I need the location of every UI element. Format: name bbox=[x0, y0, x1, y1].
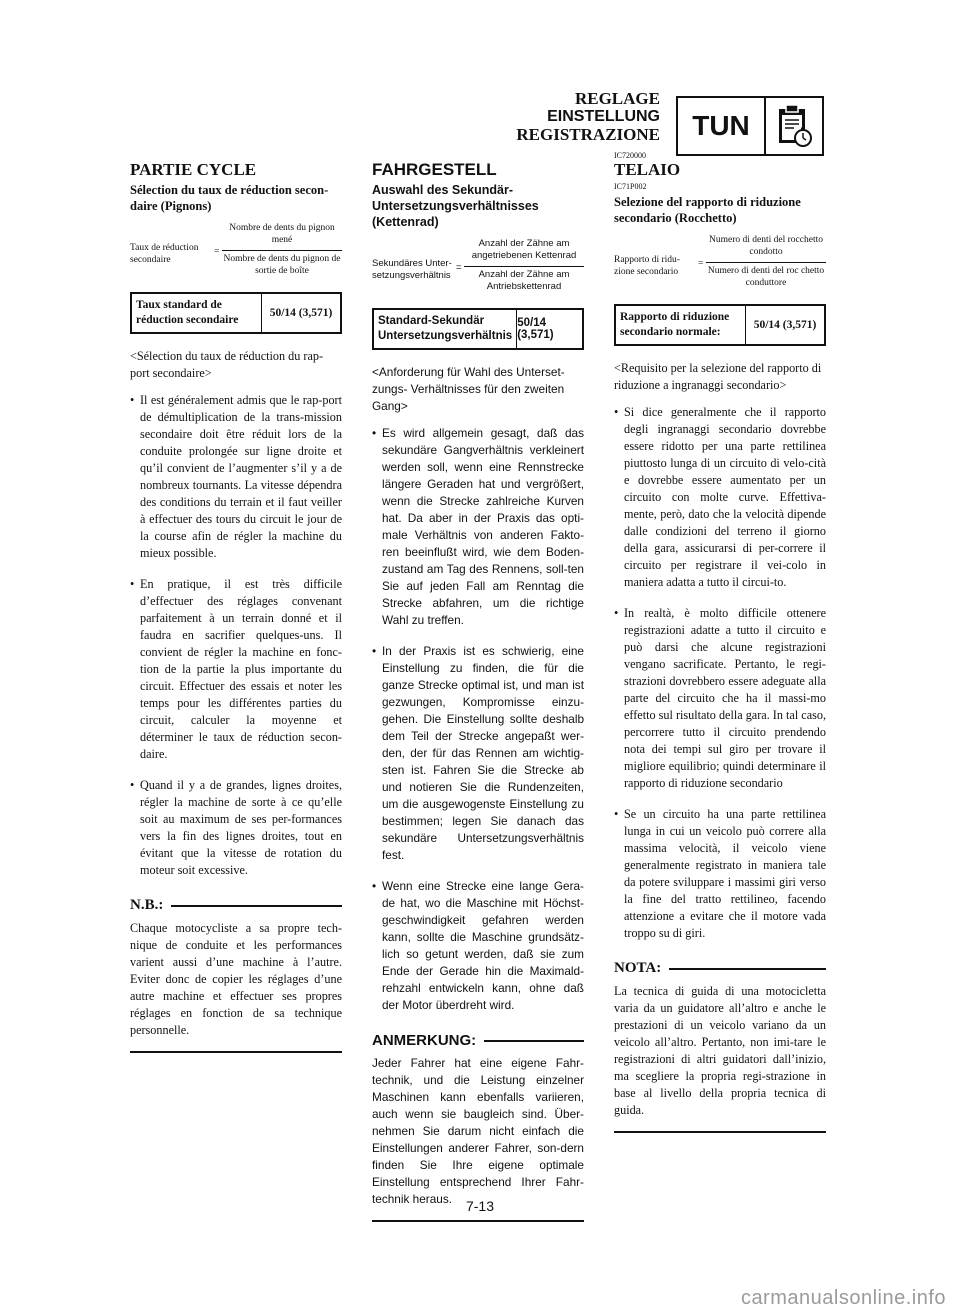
standard-ratio-box-it bbox=[614, 304, 826, 346]
intro-it: <Requisito per la selezione del rapporto di riduzione a ingranaggi secondario> bbox=[614, 361, 822, 392]
column-french bbox=[130, 160, 342, 1053]
standard-ratio-label-it: Rapporto di riduzione secondario normale: bbox=[616, 306, 746, 344]
standard-ratio-label-fr: Taux standard de réduction secondaire bbox=[132, 294, 262, 332]
section-code: IC720000 bbox=[614, 151, 646, 160]
bullet-it-2: • In realtà, è molto difficile ottenere registrazioni adatte a tutto il circuito e può darsi che alcune registrazioni vengano sacrificate. Pertanto, le regi-strazioni dovrebbero essere adeguate alla parte del circuito che ha il massi-mo effetto sul risultato della gara. In tal caso, percorrere tutto il circuito prendendo nota dei tempi sul giro per trovare il migliore equilibrio; quindi determinare il rapporto di riduzione secondario bbox=[614, 605, 826, 792]
formula-fraction-bar-de bbox=[464, 266, 584, 267]
ratio-formula-it bbox=[614, 234, 826, 296]
intro-de: <Anforderung für Wahl des Unterset-zungs- Verhältnisses für den zweiten Gang> bbox=[372, 365, 565, 413]
subheading-it: Selezione del rapporto di riduzione secondario (Rocchetto) bbox=[614, 195, 801, 225]
formula-fraction-bar-it bbox=[706, 262, 826, 263]
formula-lhs-fr: Taux de réduction secondaire bbox=[130, 243, 199, 265]
note-text-de: Jeder Fahrer hat eine eigene Fahr-technik, und die Leistung einzelner Maschinen kann ebenfalls variieren, auch wenn sie baugleich sind. Über-nehmen Sie darum nicht einfach die Einstellungen anderer Fahrer, son-dern finden Sie Ihre eigene optimale Einstellung entsprechend Ihrer Fahr-technik heraus. bbox=[372, 1056, 584, 1206]
note-title-fr: N.B.: bbox=[130, 897, 164, 913]
bullet-de-1: • Es wird allgemein gesagt, daß das sekundäre Gangverhältnis verkleinert werden soll, wenn eine Rennstrecke längere Geraden hat und vergrößert, wenn die Strecke zahlreiche Kurven hat. Da aber in der Praxis das opti-male Verhältnis von anderen Fakto-ren beeinflußt wird, wie dem Boden-zustand am Tag des Rennens, soll-ten Sie auf jeden Fall am Renntag die Strecke abfahren, um die richtige Wahl zu treffen. bbox=[372, 425, 584, 629]
standard-ratio-box-de bbox=[372, 308, 584, 350]
bullet-fr-2: • En pratique, il est très difficile d’effectuer des réglages convenant parfaitement à un terrain donné et il faudra en sacrifier quelques-uns. Il convient de régler la machine en fonc-tion de la partie la plus importante du circuit. Effectuer des essais et noter les temps pour les différentes parties du circuit, calculer la moyenne et déterminer le taux de réduction secon-daire. bbox=[130, 576, 342, 763]
formula-numerator-it: Numero di denti del rocchetto condotto bbox=[709, 235, 823, 257]
section-code-it: IC71P002 bbox=[614, 182, 647, 191]
column-german bbox=[372, 160, 584, 1222]
bullet-de-2: • In der Praxis ist es schwierig, eine Einstellung zu finden, die für die ganze Strecke optimal ist, und man ist gezwungen, Kompromisse einzu-gehen. Die Einstellung sollte deshalb dem Teil der Strecke angepaßt wer-den, der für das Rennen am wichtig-sten ist. Fahren Sie die Strecke ab und notieren Sie die Rundenzeiten, um die ausgewogenste Einstellung zu bestimmen; legen Sie danach das sekundäre Untersetzungsverhältnis fest. bbox=[372, 643, 584, 864]
section-header-titles bbox=[470, 90, 660, 144]
note-text-fr: Chaque motocycliste a sa propre tech-nique de conduite et les performances varient aussi d’une machine à l’autre. Eviter donc de copier les réglages d’une autre machine et effectuer ses propres réglages en fonction de sa technique personnelle. bbox=[130, 921, 342, 1037]
ratio-formula-de bbox=[372, 238, 584, 300]
page-number: 7-13 bbox=[465, 1198, 495, 1214]
bullet-fr-1: • Il est généralement admis que le rap-port de démultiplication de la trans-mission secondaire doit être réduit lors de la conduite prolongée sur ligne droite et qu’il convient de l’augmenter s’il y a de nombreux tournants. La vitesse dépendra des conditions du terrain et il faut veiller à effectuer des tours du circuit le jour de la course afin de régler la machine du mieux possible. bbox=[130, 392, 342, 562]
section-title-fr: PARTIE CYCLE bbox=[130, 160, 257, 179]
standard-ratio-label-de: Standard-Sekundär Untersetzungsverhältnis bbox=[374, 310, 517, 348]
formula-lhs-it: Rapporto di ridu-zione secondario bbox=[614, 255, 680, 277]
ratio-formula-fr bbox=[130, 222, 342, 284]
standard-ratio-box-fr bbox=[130, 292, 342, 334]
note-end-rule-de bbox=[372, 1220, 584, 1222]
formula-numerator-fr: Nombre de dents du pignon mené bbox=[229, 223, 335, 245]
note-end-rule-it bbox=[614, 1131, 826, 1133]
header-title-fr: REGLAGE bbox=[574, 89, 660, 108]
note-title-it: NOTA: bbox=[614, 960, 662, 976]
formula-fraction-bar-fr bbox=[222, 250, 342, 251]
intro-fr: <Sélection du taux de réduction du rap-port secondaire> bbox=[130, 349, 324, 380]
note-header-de bbox=[372, 1032, 584, 1049]
column-italian bbox=[614, 160, 826, 1133]
bullet-it-3: • Se un circuito ha una parte rettilinea lunga in cui un veicolo può correre alla massima velocità, il veicolo viene generalmente registrato in maniera tale da potere sviluppare i massimi giri verso la fine del tratto rettilineo, facendo attenzione a evitare che il motore vada troppo su di giri. bbox=[614, 806, 826, 942]
formula-lhs-de: Sekundäres Unter-setzungsverhältnis bbox=[372, 258, 452, 281]
bullet-it-1: • Si dice generalmente che il rapporto degli ingranaggi secondario dovrebbe essere ridotto per una parte rettilinea piuttosto lunga di un circuito di velo-cità e dovrebbe essere aumentato per un circuito con molte curve. Effettiva-mente, però, dato che la velocità dipende dalle condizioni del terreno il giorno della gara, assicurarsi di per-correre il circuito per registrare il vei-colo in maniera adatta a tutto il circui-to. bbox=[614, 404, 826, 591]
formula-equals-fr: = bbox=[214, 247, 220, 257]
section-badge bbox=[676, 96, 824, 156]
subheading-de: Auswahl des Sekundär-Untersetzungsverhältnisses (Kettenrad) bbox=[372, 183, 539, 229]
standard-ratio-value-fr: 50/14 (3,571) bbox=[269, 307, 333, 319]
note-text-it: La tecnica di guida di una motocicletta varia da un guidatore all’altro e anche le prestazioni di un veicolo variano da un veicolo all’altro. Pertanto, non imi-tare le registrazioni di altri guidatori dall’inizio, ma scegliere la propria regi-strazione in base al livello della propria tecnica di guida. bbox=[614, 984, 826, 1117]
clipboard-stopwatch-icon bbox=[766, 98, 822, 154]
header-title-it: REGISTRAZIONE bbox=[516, 125, 660, 144]
formula-equals-de: = bbox=[456, 262, 462, 273]
watermark: carmanualsonline.info bbox=[740, 1287, 946, 1309]
formula-denominator-de: Anzahl der Zähne am Antriebskettenrad bbox=[478, 269, 570, 292]
formula-denominator-fr: Nombre de dents du pignon de sortie de boîte bbox=[223, 254, 341, 276]
section-title-it: TELAIO bbox=[614, 160, 681, 179]
subheading-fr: Sélection du taux de réduction secon-daire (Pignons) bbox=[130, 183, 329, 213]
note-rule-fr bbox=[171, 905, 342, 907]
bullet-fr-3: • Quand il y a de grandes, lignes droites, régler la machine de sorte à ce qu’elle soit au maximum de ses per-formances vers la fin des lignes droites, tout en évitant que la vitesse de rotation du moteur soit excessive. bbox=[130, 777, 342, 879]
note-header-fr bbox=[130, 897, 342, 914]
note-title-de: ANMERKUNG: bbox=[372, 1032, 477, 1049]
note-rule-it bbox=[669, 968, 826, 970]
note-end-rule-fr bbox=[130, 1051, 342, 1053]
note-header-it bbox=[614, 960, 826, 977]
note-rule-de bbox=[484, 1040, 584, 1042]
section-badge-label: TUN bbox=[678, 98, 766, 154]
header-title-de: EINSTELLUNG bbox=[547, 108, 660, 125]
standard-ratio-value-it: 50/14 (3,571) bbox=[753, 319, 817, 331]
formula-numerator-de: Anzahl der Zähne am angetriebenen Kettenrad bbox=[471, 238, 577, 261]
formula-equals-it: = bbox=[698, 259, 704, 269]
bullet-de-3: • Wenn eine Strecke eine lange Gera-de hat, wo die Maschine mit Höchst-geschwindigkeit gefahren werden kann, sollte die Maschine grundsätz-lich so getunt werden, daß sie zum Ende der Gerade hin die Maximald-rehzahl entwickeln kann, ohne daß der Motor überdreht wird. bbox=[372, 878, 584, 1014]
section-title-de: FAHRGESTELL bbox=[372, 160, 497, 179]
formula-denominator-it: Numero di denti del roc chetto conduttore bbox=[707, 266, 825, 288]
standard-ratio-value-de: 50/14 (3,571) bbox=[517, 317, 554, 341]
